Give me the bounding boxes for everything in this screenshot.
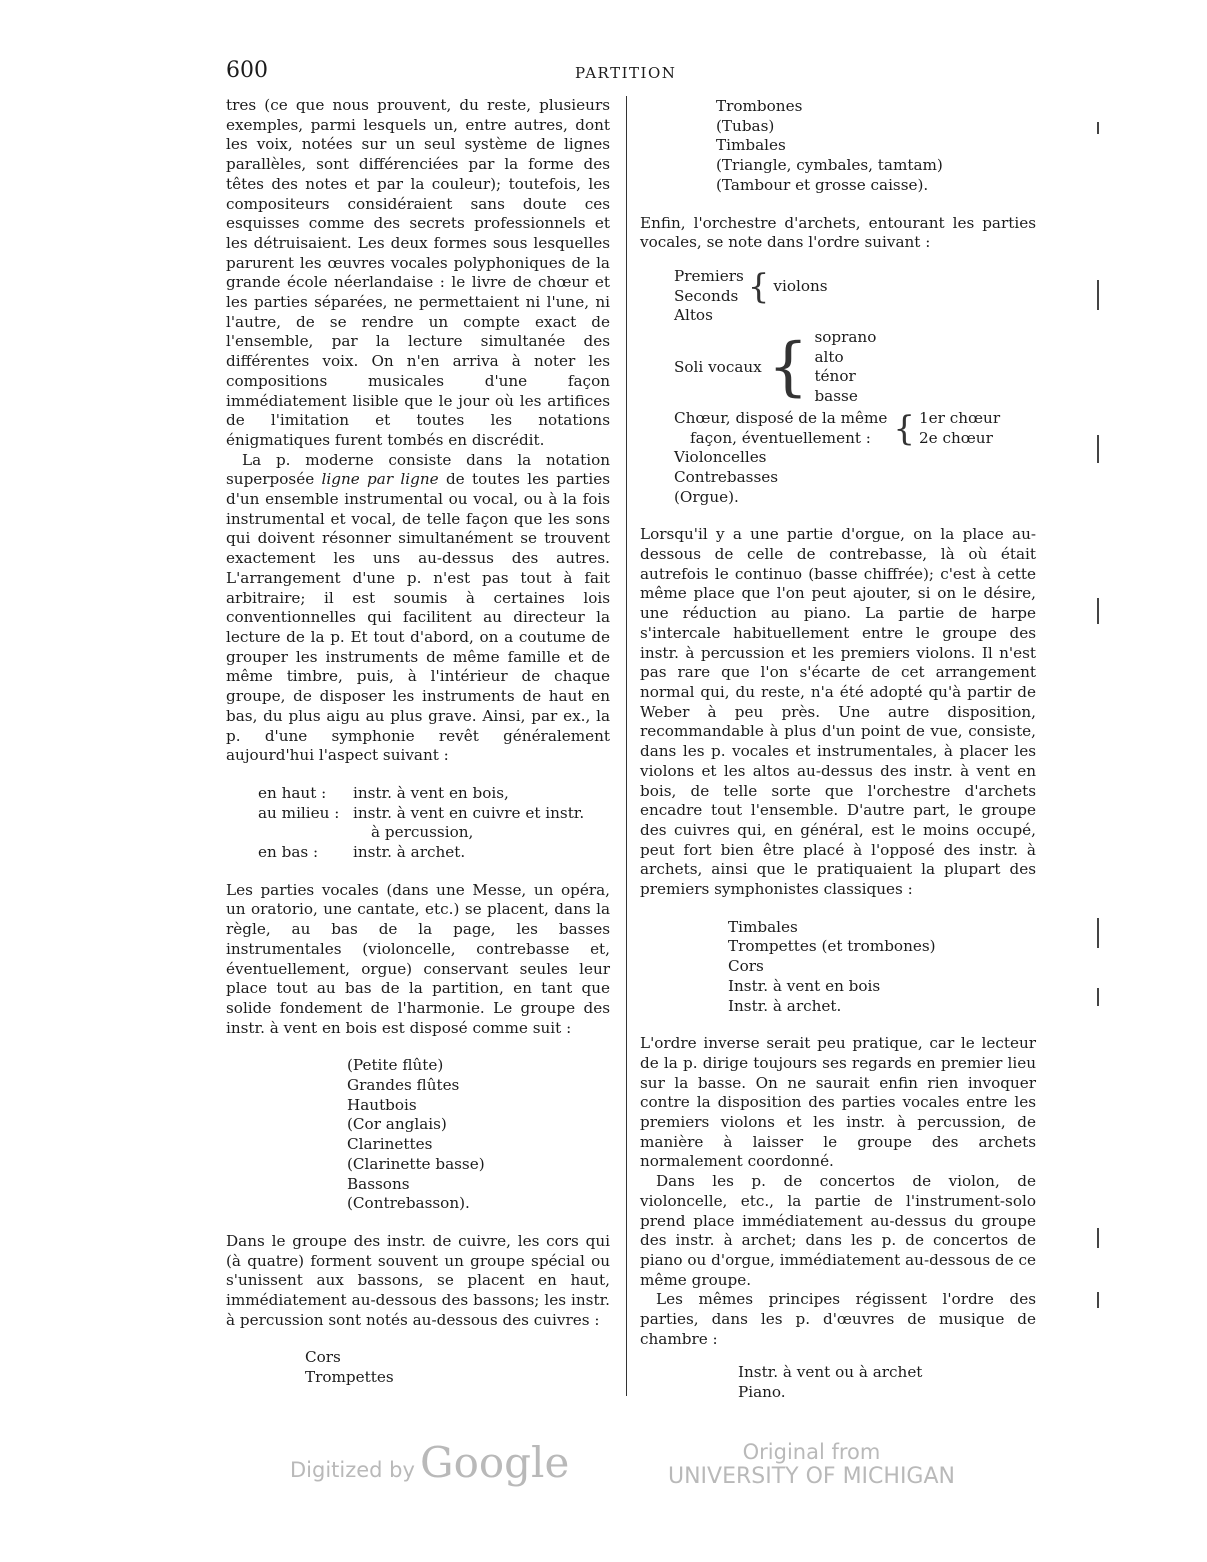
- layout-text: instr. à vent en cuivre et instr.: [353, 803, 585, 822]
- altos-label: Altos: [674, 306, 713, 325]
- google-wordmark: Google: [420, 1438, 570, 1487]
- violin-labels: [674, 267, 744, 306]
- layout-text: à percussion,: [371, 823, 474, 842]
- layout-row: [258, 823, 610, 843]
- digitized-by-text: Digitized by: [290, 1458, 415, 1482]
- list-item: Instr. à archet.: [728, 996, 842, 1015]
- strings-layout: [640, 267, 1036, 507]
- choeur-parts: [919, 409, 1000, 448]
- choeur-line-2: façon, éventuellement :: [690, 428, 871, 447]
- voice-item: soprano: [814, 328, 877, 347]
- scan-mark: [1097, 918, 1099, 948]
- choeur-labels: [674, 409, 887, 448]
- right-paragraph-4: Dans les p. de concertos de violon, de violoncelle, etc., la partie de l'instrument-solo prend place immédiatement au-dessus du groupe des instr. à archet; dans les p. de concertos de piano ou d'orgue, immédiatement au-dessous de ce même groupe.: [640, 1172, 1036, 1289]
- right-column: [640, 97, 1036, 1403]
- original-from-text: Original from: [742, 1440, 881, 1464]
- list-item: (Contrebasson).: [347, 1194, 470, 1213]
- list-item: Cors: [728, 957, 764, 976]
- left-paragraph-3: Les parties vocales (dans une Messe, un opéra, un oratorio, une cantate, etc.) se placent, dans la règle, au bas de la page, les basses instrumentales (violoncelle, contrebasse et, éventuellement, orgue) conservant seules leur place tout au bas de la partition, en tant que solide fondement de l'harmonie. Le groupe des instr. à vent en bois est disposé comme suit :: [226, 880, 610, 1037]
- classic-list: [640, 918, 1036, 1017]
- list-item: Instr. à vent en bois: [728, 976, 881, 995]
- list-item: Piano.: [738, 1383, 786, 1402]
- choeur-group: [674, 409, 1036, 448]
- list-item: (Orgue).: [674, 487, 739, 506]
- soli-label: Soli vocaux: [674, 357, 762, 376]
- brass-list-start: [226, 1348, 610, 1387]
- brass-list-end: [640, 97, 1036, 196]
- list-item: Trombones: [716, 97, 803, 115]
- premiers-label: Premiers: [674, 266, 744, 285]
- chamber-list: [640, 1363, 1036, 1402]
- layout-row: [258, 843, 610, 863]
- violins-group: [674, 267, 1036, 306]
- list-item: Clarinettes: [347, 1135, 433, 1154]
- voice-item: ténor: [814, 367, 856, 386]
- scan-mark: [1097, 280, 1099, 310]
- scan-mark: [1097, 1228, 1099, 1248]
- running-title: PARTITION: [575, 64, 677, 82]
- list-item: (Tambour et grosse caisse).: [716, 175, 929, 194]
- left-paragraph-1: tres (ce que nous prouvent, du reste, plusieurs exemples, parmi lesquels un, entre autres, dont les voix, notées sur un seul système de lignes parallèles, sont différenciées par la forme des têtes des notes et par la couleur); toutefois, les compositeurs considéraient sans doute ces esquisses comme des secrets professionnels et les détruisaient. Les deux formes sous lesquelles parurent les œuvres vocales polyphoniques de la grande école néerlandaise : le livre de chœur et les parties séparées, ne permettaient ni l'une, ni l'autre, de se rendre un compte exact de l'ensemble, par la lecture simultanée des différentes voix. On n'en arriva à noter les compositions musicales d'une façon immédiatement lisible que le jour où les artifices de l'imitation et toutes les notations énigmatiques furent tombés en discrédit.: [226, 96, 610, 449]
- scan-mark: [1097, 435, 1099, 463]
- list-item: (Petite flûte): [347, 1056, 444, 1075]
- right-paragraph-3: L'ordre inverse serait peu pratique, car le lecteur de la p. dirige toujours ses regards en premier lieu sur la basse. On ne saurait enfin rien invoquer contre la disposition des parties vocales entre les premiers violons et les instr. à percussion, de manière à laisser le groupe des archets normalement coordonné.: [640, 1034, 1036, 1171]
- left-paragraph-4: Dans le groupe des instr. de cuivre, les cors qui (à quatre) forment souvent un groupe spécial ou s'unissent aux bassons, se placent en haut, immédiatement au-dessous des bassons; les instr. à percussion sont notés au-dessous des cuivres :: [226, 1231, 610, 1329]
- scan-mark: [1097, 1292, 1099, 1308]
- right-paragraph-2: Lorsqu'il y a une partie d'orgue, on la place au-dessous de celle de contrebasse, là où était autrefois le continuo (basse chiffrée); c'est à cette même place que l'on peut ajouter, si on le désire, une réduction au piano. La partie de harpe s'intercale habituellement entre le groupe des instr. à percussion et les premiers violons. Il n'est pas rare que l'on s'écarte de cet arrangement normal qui, du reste, n'a été adopté qu'à partir de Weber à peu près. Une autre disposition, recommandable à plus d'un point de vue, consiste, dans les p. vocales et instrumentales, à placer les violons et les altos au-dessus des instr. à vent en bois, de telle sorte que l'orchestre d'archets encadre tout l'ensemble. D'autre part, le groupe des cuivres qui, en général, est le moins occupé, peut fort bien être placé à l'opposé des instr. à archets, ainsi que le pratiquaient la plupart des premiers symphonistes classiques :: [640, 525, 1036, 899]
- original-from-watermark: [668, 1440, 955, 1489]
- scan-mark: [1097, 122, 1099, 134]
- emphasis-text: ligne par ligne: [321, 470, 439, 489]
- brace-icon: {: [767, 330, 809, 405]
- list-item: Bassons: [347, 1174, 410, 1193]
- left-paragraph-2: [226, 451, 610, 766]
- list-item: Instr. à vent ou à archet: [738, 1363, 923, 1382]
- layout-text: instr. à archet.: [353, 843, 466, 862]
- text-run: de toutes les parties d'un ensemble instrumental ou vocal, ou à la fois instrumental et vocal, de telle façon que les sons qui doivent résonner simultanément se trouvent exactement les uns au-dessus des autres. L'arrangement d'une p. n'est pas tout à fait arbitraire; il est soumis à certaines lois conventionnelles qui facilitent au directeur la lecture de la p. Et tout d'abord, on a coutume de grouper les instruments de même famille et de même timbre, puis, à l'intérieur de chaque groupe, de disposer les instruments de haut en bas, du plus aigu au plus grave. Ainsi, par ex., la p. d'une symphonie revêt généralement aujourd'hui l'aspect suivant :: [226, 470, 610, 765]
- university-text: UNIVERSITY OF MICHIGAN: [668, 1464, 955, 1489]
- scan-mark: [1097, 598, 1099, 624]
- scan-mark: [1097, 988, 1099, 1006]
- list-item: (Cor anglais): [347, 1115, 447, 1134]
- layout-label: en bas :: [258, 843, 319, 862]
- list-item: Grandes flûtes: [347, 1076, 460, 1095]
- list-item: Trompettes: [305, 1368, 394, 1387]
- layout-label: au milieu :: [258, 803, 340, 822]
- layout-row: [258, 784, 610, 804]
- list-item: Contrebasses: [674, 467, 779, 486]
- left-column: [226, 96, 610, 1388]
- violons-label: violons: [773, 276, 828, 295]
- right-paragraph-1: Enfin, l'orchestre d'archets, entourant les parties vocales, se note dans l'ordre suivant :: [640, 213, 1036, 252]
- list-item: Timbales: [728, 917, 798, 936]
- layout-text: instr. à vent en bois,: [353, 783, 509, 802]
- choeur-line-1: Chœur, disposé de la même: [674, 408, 888, 427]
- list-item: (Tubas): [716, 116, 775, 135]
- choeur-part: 2e chœur: [919, 428, 993, 447]
- voice-item: basse: [814, 387, 858, 406]
- list-item: Hautbois: [347, 1095, 417, 1114]
- list-item: Cors: [305, 1348, 341, 1367]
- layout-row: [258, 804, 610, 824]
- list-item: Trompettes (et trombones): [728, 937, 936, 956]
- text-run: La p. moderne consiste dans la notation superposée: [226, 450, 610, 489]
- page-number: 600: [226, 58, 268, 83]
- list-item: (Clarinette basse): [347, 1154, 485, 1173]
- soli-group: [674, 328, 1036, 407]
- symphony-layout-list: [226, 784, 610, 863]
- brace-icon: {: [893, 408, 915, 449]
- layout-label: en haut :: [258, 783, 327, 802]
- brace-icon: {: [747, 266, 770, 307]
- column-rule: [626, 96, 627, 1396]
- list-item: (Triangle, cymbales, tamtam): [716, 156, 943, 175]
- list-item: Timbales: [716, 136, 786, 155]
- voice-item: alto: [814, 347, 844, 366]
- choeur-part: 1er chœur: [919, 408, 1001, 427]
- seconds-label: Seconds: [674, 286, 739, 305]
- woodwind-list: [226, 1056, 610, 1214]
- digitized-by-watermark: [290, 1438, 569, 1487]
- right-paragraph-5: Les mêmes principes régissent l'ordre des parties, dans les p. d'œuvres de musique de chambre :: [640, 1290, 1036, 1348]
- list-item: Violoncelles: [674, 448, 767, 467]
- voices-list: [814, 328, 876, 407]
